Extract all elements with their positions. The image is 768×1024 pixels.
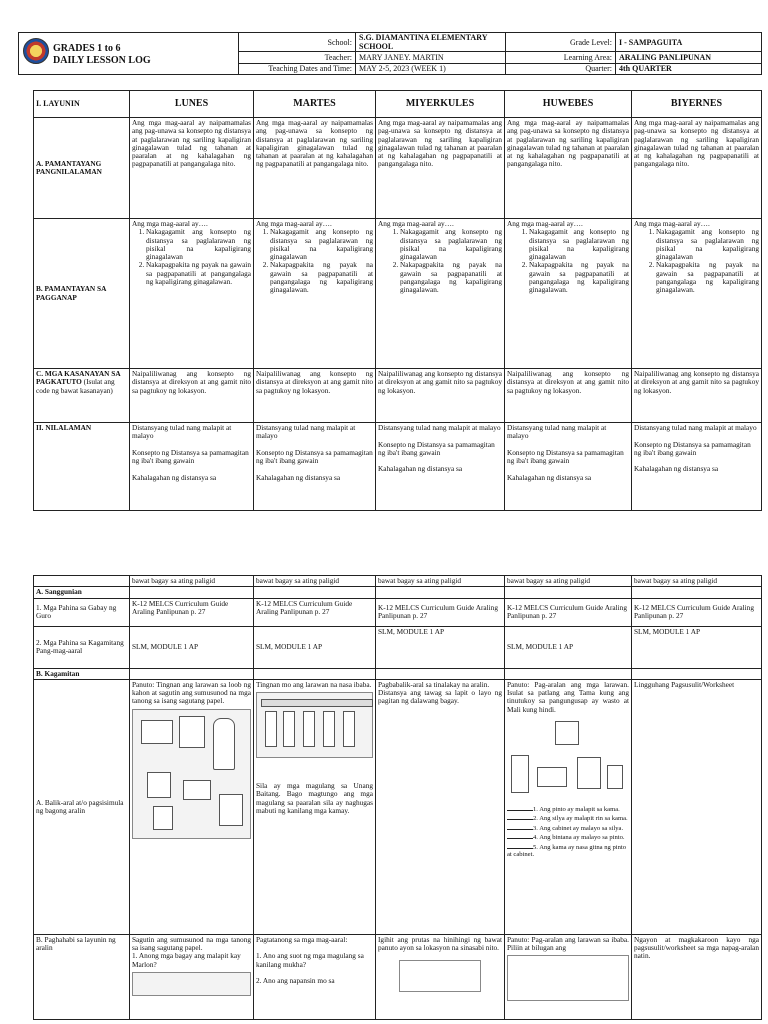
cell-text: Pagtatanong sa mga mag-aaral:	[256, 934, 348, 944]
parents-illustration	[256, 692, 373, 758]
cell-nilalaman	[632, 423, 762, 511]
cell-paghahabi-thu	[505, 934, 632, 1019]
cell-text: Sagutin ang sumusunod na mga tanong sa isang sagutang papel.	[132, 934, 251, 953]
cell-text: Naipaliliwanag ang konsepto ng distansya at direksyon at ang gamit nito sa pagtukoy ng lokasyon.	[130, 369, 254, 423]
basket-illustration	[399, 960, 481, 992]
cell-text: Distansya ang tawag sa lapit o layo ng pagitan ng dalawang bagay.	[378, 688, 502, 706]
cell-text: Lingguhang Pagsusulit/Worksheet	[632, 679, 762, 934]
list-item	[507, 823, 629, 832]
nilalaman-p1: Distansyang tulad nang malapit at malayo	[132, 423, 232, 441]
cell-text: bawat bagay sa ating paligid	[376, 576, 505, 587]
cell-text: Panuto: Pag-aralan ang mga larawan. Isulat sa patlang ang Tama kung ang tinutukoy sa pangungusap ay wasto at Mali kung hindi.	[507, 679, 629, 714]
row-label-kasanayan	[34, 369, 130, 423]
day-header-4: HUWEBES	[505, 91, 632, 118]
thu-item-list	[507, 804, 629, 858]
cell-list	[505, 219, 632, 369]
day-header-2: MARTES	[254, 91, 376, 118]
list-intro: Ang mga mag-aaral ay….	[132, 219, 208, 228]
cell-paghahabi-wed	[376, 934, 505, 1019]
nilalaman-p1: Distansyang tulad nang malapit at malayo	[634, 423, 757, 432]
cell-text: Tingnan mo ang larawan na nasa ibaba.	[256, 679, 372, 689]
list-intro: Ang mga mag-aaral ay….	[634, 219, 710, 228]
kasanayan-label: C. MGA KASANAYAN SA PAGKATUTO	[36, 369, 121, 387]
header-block	[18, 32, 761, 75]
area-value: ARALING PANLIPUNAN	[616, 52, 762, 63]
item-text: 4. Ang bintana ay malayo sa pinto.	[533, 834, 625, 842]
cell-nilalaman	[376, 423, 505, 511]
cell-text: Ngayon at magkakaroon kayo nga pagsusulit/worksheet sa mga napag-aralan natin.	[632, 934, 762, 1019]
section-layunin	[33, 90, 761, 511]
list-item: 1. Nakagagamit ang konsepto ng distansya sa paglalarawan ng pisikal na kapaligirang ginagalawan	[400, 228, 502, 261]
list-intro: Ang mga mag-aaral ay….	[378, 219, 454, 228]
row-label-kagamitan: B. Kagamitan	[34, 668, 130, 679]
row-label-pamantayang-pangnilalaman: A. PAMANTAYANG PANGNILALAMAN	[34, 118, 130, 219]
cell-text: Pagbabalik-aral sa tinalakay na aralin.	[378, 679, 490, 689]
row-label-balik-aral: A. Balik-aral at/o pagsisimula ng bagong aralin	[34, 679, 130, 934]
empty-label-cell	[34, 576, 130, 587]
cell-balik-aral-wed	[376, 679, 505, 934]
cell-text: Naipaliliwanag ang konsepto ng distansya at direksyon at ang gamit nito sa pagtukoy ng lokasyon.	[254, 369, 376, 423]
bedroom-illustration	[507, 717, 629, 801]
cell-text: SLM, MODULE 1 AP	[254, 626, 376, 668]
doc-title-line1: GRADES 1 to 6	[53, 43, 121, 54]
list-intro: Ang mga mag-aaral ay….	[507, 219, 583, 228]
nilalaman-p2: Konsepto ng Distansya sa pamamagitan ng iba't ibang gawain	[132, 447, 249, 466]
list-item: 1. Nakagagamit ang konsepto ng distansya sa paglalarawan ng pisikal na kapaligirang ginagalawan	[146, 228, 251, 261]
cell-text: Naipaliliwanag ang konsepto ng distansya at direksyon at ang gamit nito sa pagtukoy ng lokasyon.	[632, 369, 762, 423]
doc-title-line2: DAILY LESSON LOG	[53, 55, 151, 66]
nilalaman-p3: Kahalagahan ng distansya sa	[132, 472, 217, 482]
cell-text: K-12 MELCS Curriculum Guide Araling Panlipunan p. 27	[254, 598, 376, 626]
cell-nilalaman	[254, 423, 376, 511]
list-item: 1. Nakagagamit ang konsepto ng distansya sa paglalarawan ng pisikal na kapaligirang ginagalawan	[270, 228, 373, 261]
cell-text: K-12 MELCS Curriculum Guide Araling Panlipunan p. 27	[632, 598, 762, 626]
dates-value: MAY 2-5, 2023 (WEEK 1)	[356, 63, 506, 74]
cell-text: 1. Ano ang suot ng mga magulang sa kanilang mukha?	[256, 951, 364, 969]
cell-text: Panuto: Pag-aralan ang larawan sa ibaba. Piliin at bilugan ang	[507, 934, 629, 953]
day-header-5: BIYERNES	[632, 91, 762, 118]
cell-text: K-12 MELCS Curriculum Guide Araling Panlipunan p. 27	[505, 598, 632, 626]
row-label-gabay-guro: 1. Mga Pahina sa Gabay ng Guro	[34, 598, 130, 626]
teacher-value: MARY JANEY. MARTIN	[356, 52, 506, 63]
list-item: 1. Nakagagamit ang konsepto ng distansya sa paglalarawan ng pisikal na kapaligirang ginagalawan	[656, 228, 759, 261]
worksheet-thumbnail	[132, 972, 251, 996]
logo-cell	[19, 33, 239, 75]
list-item: 2. Nakapagpakita ng payak na gawain sa pagpapanatili at pangangalaga ng kapaligirang ginagalawan.	[656, 261, 759, 294]
cell-text: K-12 MELCS Curriculum Guide Araling Panlipunan p. 27	[376, 598, 505, 626]
cell-balik-aral-tue	[254, 679, 376, 934]
nilalaman-p3: Kahalagahan ng distansya sa	[378, 464, 463, 474]
school-label: School:	[239, 33, 356, 52]
cell-text: SLM, MODULE 1 AP	[130, 626, 254, 668]
area-label: Learning Area:	[506, 52, 616, 63]
list-item	[507, 804, 629, 813]
cell-text: Ang mga mag-aaral ay naipamamalas ang pag-unawa sa konsepto ng distansya at paglalarawan ng sariling kapaligiran ginagalawan tulad ng tahanan at paaralan at ng kahalagahan ng pagpapanatili at pangangalaga nito.	[632, 118, 762, 219]
nilalaman-p2: Konsepto ng Distansya sa pamamagitan ng iba't ibang gawain	[634, 439, 751, 457]
cell-text: SLM, MODULE 1 AP	[505, 626, 632, 668]
cell-text: Ang mga mag-aaral ay naipamamalas ang pag-unawa sa konsepto ng distansya at paglalarawan ng sariling kapaligiran ginagalawan tulad ng tahanan at paaralan at ng kahalagahan ng pagpapanatili at pangangalaga nito.	[376, 118, 505, 219]
list-item	[507, 842, 629, 859]
cell-nilalaman	[505, 423, 632, 511]
day-header-1: LUNES	[130, 91, 254, 118]
row-label-pamantayan-sa-pagganap: B. PAMANTAYAN SA PAGGANAP	[34, 219, 130, 369]
nilalaman-p3: Kahalagahan ng distansya sa	[634, 464, 719, 474]
list-item	[507, 832, 629, 841]
cell-text: Naipaliliwanag ang konsepto ng distansya at direksyon at ang gamit nito sa pagtukoy ng lokasyon.	[505, 369, 632, 423]
cell-text: SLM, MODULE 1 AP	[632, 626, 762, 668]
cell-text: Panuto: Tingnan ang larawan sa loob ng kahon at sagutin ang sumusunod na mga tanong sa isang sagutang papel.	[132, 679, 251, 706]
teacher-label: Teacher:	[239, 52, 356, 63]
row-label-kagamitang-pangmag-aaral: 2. Mga Pahina sa Kagamitang Pang-mag-aaral	[34, 626, 130, 668]
list-item: 2. Nakapagpakita ng payak na gawain sa pagpapanatili at pangangalaga ng kapaligirang ginagalawan.	[529, 261, 629, 294]
cell-text: Sila ay mga magulang sa Unang Baitang. Bago magtungo ang mga magulang sa paaralan sila ay naghugas mabuti ng kanilang mga kamay.	[256, 781, 373, 816]
list-item: 2. Nakapagpakita ng payak na gawain sa pagpapanatili at pangangalaga ng kapaligirang ginagalawan.	[270, 261, 373, 294]
cell-text: bawat bagay sa ating paligid	[130, 576, 254, 587]
cell-text: SLM, MODULE 1 AP	[376, 626, 505, 668]
item-text: 1. Ang pinto ay malapit sa kama.	[533, 806, 620, 814]
classroom-illustration	[132, 709, 251, 839]
cell-text: Ang mga mag-aaral ay naipamamalas ang pag-unawa sa konsepto ng distansya at paglalarawan ng sariling kapaligiran ginagalawan tulad ng tahanan at paaralan at ng kahalagahan ng pagpapanatili at pangangalaga nito.	[505, 118, 632, 219]
item-text: 3. Ang cabinet ay malayo sa silya.	[533, 824, 624, 832]
row-label-sanggunian: A. Sanggunian	[34, 587, 130, 598]
nilalaman-p1: Distansyang tulad nang malapit at malayo	[378, 423, 501, 432]
row-label-nilalaman: II. NILALAMAN	[34, 423, 130, 511]
cell-list	[632, 219, 762, 369]
cell-text: Naipaliliwanag ang konsepto ng distansya at direksyon at ang gamit nito sa pagtukoy ng lokasyon.	[376, 369, 505, 423]
cell-text: Igihit ang prutas na hinihingi ng bawat panuto ayon sa lokasyon na sinasabi nito.	[378, 934, 502, 953]
nilalaman-p1: Distansyang tulad nang malapit at malayo	[256, 423, 356, 441]
nilalaman-p2: Konsepto ng Distansya sa pamamagitan ng iba't ibang gawain	[507, 447, 624, 466]
cell-text: 2. Ano ang napansin mo sa	[256, 976, 335, 986]
quarter-value: 4th QUARTER	[616, 63, 762, 74]
row-label-paghahabi: B. Paghahabi sa layunin ng aralin	[34, 934, 130, 1019]
cell-nilalaman	[130, 423, 254, 511]
nilalaman-p3: Kahalagahan ng distansya sa	[256, 472, 341, 482]
item-text: 2. Ang silya ay malapit rin sa kama.	[533, 815, 628, 823]
list-intro: Ang mga mag-aaral ay….	[256, 219, 332, 228]
day-header-3: MIYERKULES	[376, 91, 505, 118]
cell-text: 1. Anong mga bagay ang malapit kay Marlon?	[132, 951, 241, 969]
cell-text: Ang mga mag-aaral ay naipamamalas ang pag-unawa sa konsepto ng distansya at paglalarawan ng sariling kapaligiran ginagalawan tulad ng tahanan at paaralan at ng kahalagahan ng pagpapanatili at pangangalaga nito.	[254, 118, 376, 219]
cell-text: Ang mga mag-aaral ay naipamamalas ang pag-unawa sa konsepto ng distansya at paglalarawan ng sariling kapaligiran ginagalawan tulad ng tahanan at paaralan at ng kahalagahan ng pagpapanatili at pangangalaga nito.	[130, 118, 254, 219]
cell-text: bawat bagay sa ating paligid	[632, 576, 762, 587]
section-sanggunian	[33, 575, 761, 1020]
school-value: S.G. DIAMANTINA ELEMENTARY SCHOOL	[356, 33, 506, 52]
nilalaman-p3: Kahalagahan ng distansya sa	[507, 472, 592, 482]
grade-label: Grade Level:	[506, 33, 616, 52]
cell-list	[376, 219, 505, 369]
layunin-heading: I. LAYUNIN	[34, 91, 130, 118]
item-text: 5. Ang kama ay nasa gitna ng pinto at cabinet.	[507, 843, 627, 859]
list-item: 1. Nakagagamit ang konsepto ng distansya sa paglalarawan ng pisikal na kapaligirang ginagalawan	[529, 228, 629, 261]
cell-paghahabi-tue	[254, 934, 376, 1019]
nilalaman-p1: Distansyang tulad nang malapit at malayo	[507, 423, 607, 441]
nilalaman-p2: Konsepto ng Distansya sa pamamagitan ng iba't ibang gawain	[378, 439, 495, 457]
dates-label: Teaching Dates and Time:	[239, 63, 356, 74]
list-item: 2. Nakapagpakita ng payak na gawain sa pagpapanatili at pangangalaga ng kapaligirang ginagalawan.	[146, 261, 251, 286]
grade-value: I - SAMPAGUITA	[616, 33, 762, 52]
cell-list	[254, 219, 376, 369]
deped-seal-logo	[23, 38, 49, 64]
quarter-label: Quarter:	[506, 63, 616, 74]
house-illustration	[507, 955, 629, 1001]
nilalaman-p2: Konsepto ng Distansya sa pamamagitan ng iba't ibang gawain	[256, 447, 373, 466]
cell-balik-aral-thu	[505, 679, 632, 934]
cell-text: K-12 MELCS Curriculum Guide Araling Panlipunan p. 27	[130, 598, 254, 626]
kasanayan-note: (Isulat ang code ng bawat kasanayan)	[36, 377, 115, 395]
cell-text: bawat bagay sa ating paligid	[505, 576, 632, 587]
cell-balik-aral-mon	[130, 679, 254, 934]
list-item	[507, 813, 629, 822]
cell-paghahabi-mon	[130, 934, 254, 1019]
cell-list	[130, 219, 254, 369]
list-item: 2. Nakapagpakita ng payak na gawain sa pagpapanatili at pangangalaga ng kapaligirang ginagalawan.	[400, 261, 502, 294]
cell-text: bawat bagay sa ating paligid	[254, 576, 376, 587]
